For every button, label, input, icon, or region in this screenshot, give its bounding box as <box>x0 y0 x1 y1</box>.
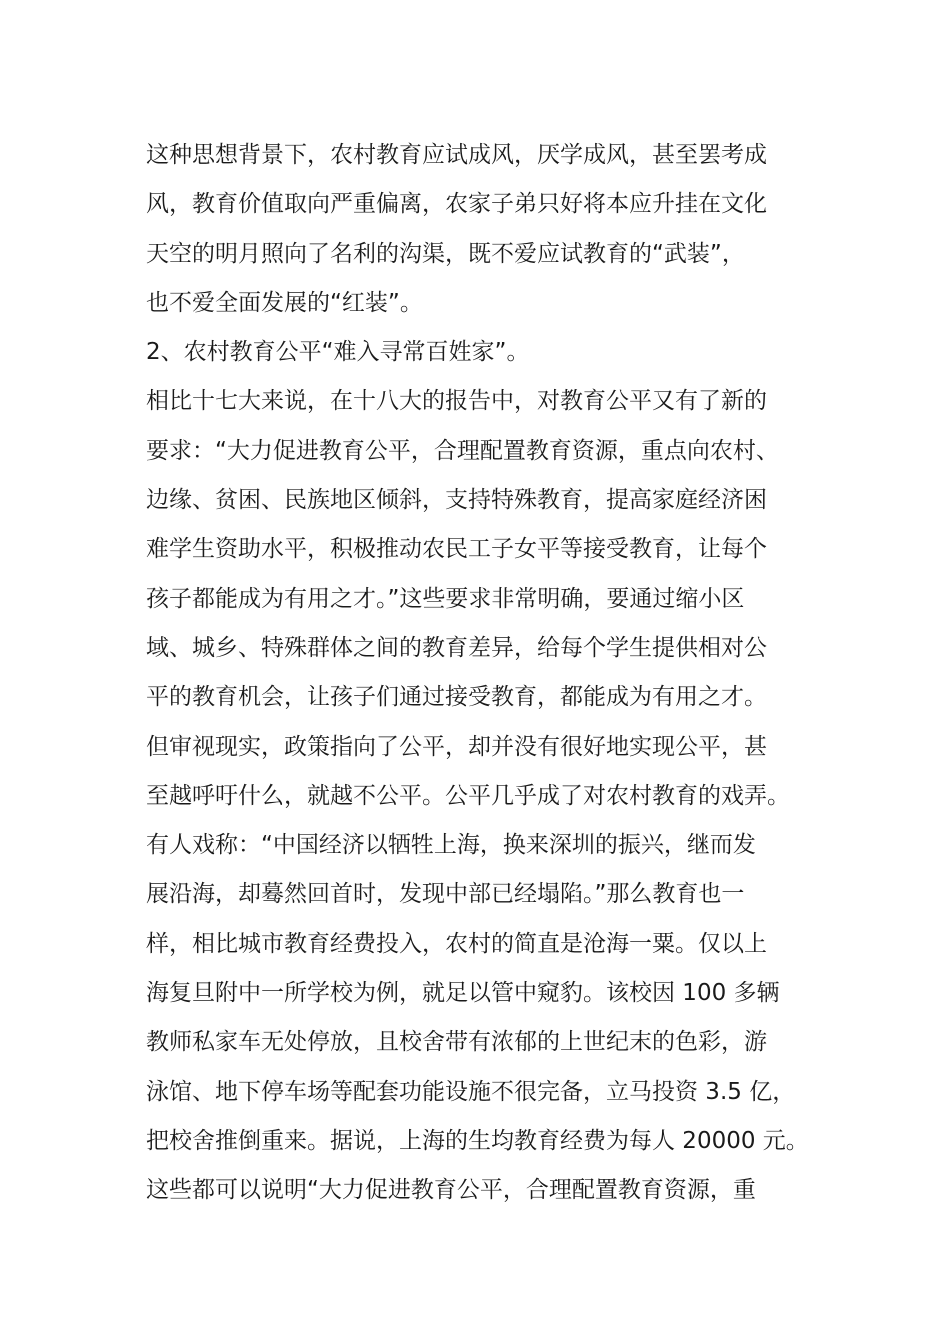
text-line: 这些都可以说明“大力促进教育公平，合理配置教育资源，重 <box>146 1177 756 1204</box>
text-line: 难学生资助水平，积极推动农民工子女平等接受教育，让每个 <box>146 536 767 563</box>
text-line: 教师私家车无处停放，且校舍带有浓郁的上世纪末的色彩，游 <box>146 1029 767 1056</box>
text-line: 这种思想背景下，农村教育应试成风，厌学成风，甚至罢考成 <box>146 142 767 168</box>
text-line: 边缘、贫困、民族地区倾斜，支持特殊教育，提高家庭经济困 <box>146 487 767 514</box>
text-line: 要求：“大力促进教育公平，合理配置教育资源，重点向农村、 <box>146 437 779 464</box>
text-line: 相比十七大来说，在十八大的报告中，对教育公平又有了新的 <box>146 388 767 415</box>
text-line: 也不爱全面发展的“红装”。 <box>146 289 423 316</box>
text-line: 至越呼吁什么，就越不公平。公平几乎成了对农村教育的戏弄。 <box>146 782 790 809</box>
text-line: 天空的明月照向了名利的沟渠，既不爱应试教育的“武装”， <box>146 240 745 267</box>
text-line: 泳馆、地下停车场等配套功能设施不很完备，立马投资 3.5 亿， <box>146 1078 796 1105</box>
text-line: 域、城乡、特殊群体之间的教育差异，给每个学生提供相对公 <box>146 634 767 661</box>
text-line: 但审视现实，政策指向了公平，却并没有很好地实现公平，甚 <box>146 733 767 760</box>
text-line: 样，相比城市教育经费投入，农村的简直是沧海一粟。仅以上 <box>146 930 767 957</box>
text-line: 海复旦附中一所学校为例，就足以管中窥豹。该校因 100 多辆 <box>146 980 780 1007</box>
text-line: 有人戏称：“中国经济以牺牲上海，换来深圳的振兴，继而发 <box>146 832 756 859</box>
text-line: 孩子都能成为有用之才。”这些要求非常明确，要通过缩小区 <box>146 585 745 612</box>
text-line: 展沿海，却蓦然回首时，发现中部已经塌陷。”那么教育也一 <box>146 881 745 908</box>
text-line: 平的教育机会，让孩子们通过接受教育，都能成为有用之才。 <box>146 684 767 711</box>
section-heading: 2、农村教育公平“难入寻常百姓家”。 <box>146 339 530 366</box>
text-line: 风，教育价值取向严重偏离，农家子弟只好将本应升挂在文化 <box>146 191 767 218</box>
text-line: 把校舍推倒重来。据说，上海的生均教育经费为每人 20000 元。 <box>146 1127 809 1154</box>
document-body <box>146 131 836 1216</box>
